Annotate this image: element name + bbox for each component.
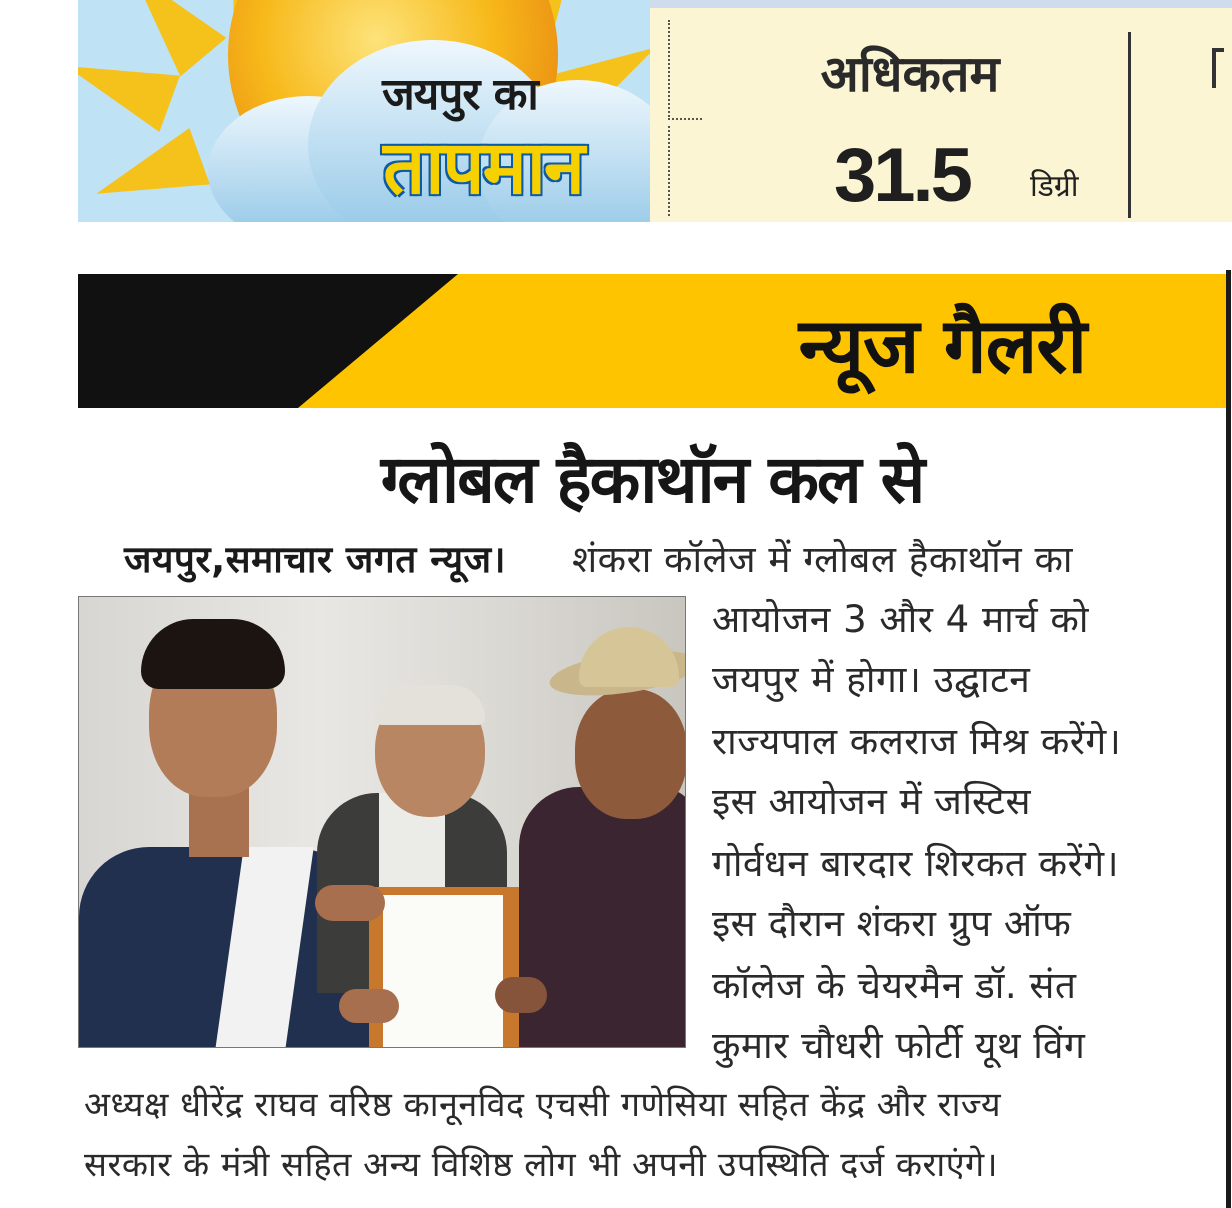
photo-neck bbox=[189, 787, 249, 857]
photo-hand bbox=[339, 989, 399, 1023]
article-headline: ग्लोबल हैकाथॉन कल से bbox=[380, 441, 924, 518]
article-text-line: इस आयोजन में जस्टिस bbox=[712, 780, 1032, 823]
max-temperature-value: 31.5 bbox=[834, 133, 970, 218]
column-rule bbox=[1226, 270, 1231, 1208]
dotted-divider bbox=[668, 20, 670, 120]
logo-city-text: जयपुर का bbox=[382, 69, 538, 120]
photo-hand bbox=[315, 885, 385, 921]
article-dateline: जयपुर,समाचार जगत न्यूज। bbox=[124, 538, 507, 581]
temperature-logo bbox=[78, 0, 650, 222]
cropped-glyph bbox=[1212, 48, 1224, 88]
photo-hair bbox=[375, 685, 485, 725]
sun-ray bbox=[86, 128, 210, 222]
article-text-line: जयपुर में होगा। उद्घाटन bbox=[712, 658, 1031, 701]
article-text-line: आयोजन 3 और 4 मार्च को bbox=[712, 598, 1089, 641]
dotted-divider bbox=[668, 118, 702, 120]
photo-person-right bbox=[519, 787, 686, 1048]
temperature-unit: डिग्री bbox=[1030, 169, 1079, 204]
article-text-line: गोर्वधन बारदार शिरकत करेंगे। bbox=[712, 842, 1120, 885]
article-text-line: कुमार चौधरी फोर्टी यूथ विंग bbox=[712, 1024, 1086, 1067]
article-text-line: कॉलेज के चेयरमैन डॉ. संत bbox=[712, 964, 1077, 1007]
article-text-line: इस दौरान शंकरा ग्रुप ऑफ bbox=[712, 902, 1072, 945]
photo-hand bbox=[495, 977, 547, 1013]
article-text-line: शंकरा कॉलेज में ग्लोबल हैकाथॉन का bbox=[572, 538, 1073, 581]
section-title: न्यूज गैलरी bbox=[798, 301, 1086, 390]
article-text-line: अध्यक्ष धीरेंद्र राघव वरिष्ठ कानूनविद एचसी गणेसिया सहित केंद्र और राज्य bbox=[84, 1085, 1002, 1125]
article-text-line: सरकार के मंत्री सहित अन्य विशिष्ठ लोग भी अपनी उपस्थिति दर्ज कराएंगे। bbox=[84, 1145, 999, 1185]
logo-temperature-text: तापमान bbox=[383, 125, 583, 211]
banner-black-wedge bbox=[78, 274, 458, 408]
dotted-divider bbox=[668, 126, 670, 216]
max-temperature-label: अधिकतम bbox=[820, 45, 1000, 103]
news-gallery-banner bbox=[78, 274, 1226, 408]
photo-hat bbox=[579, 627, 679, 687]
panel-divider bbox=[1128, 32, 1131, 218]
photo-face bbox=[575, 689, 686, 819]
article-text-line: राज्यपाल कलराज मिश्र करेंगे। bbox=[712, 720, 1122, 763]
temperature-panel bbox=[650, 0, 1232, 222]
article-photo bbox=[78, 596, 686, 1048]
photo-hair bbox=[141, 619, 285, 689]
photo-document bbox=[383, 895, 503, 1048]
